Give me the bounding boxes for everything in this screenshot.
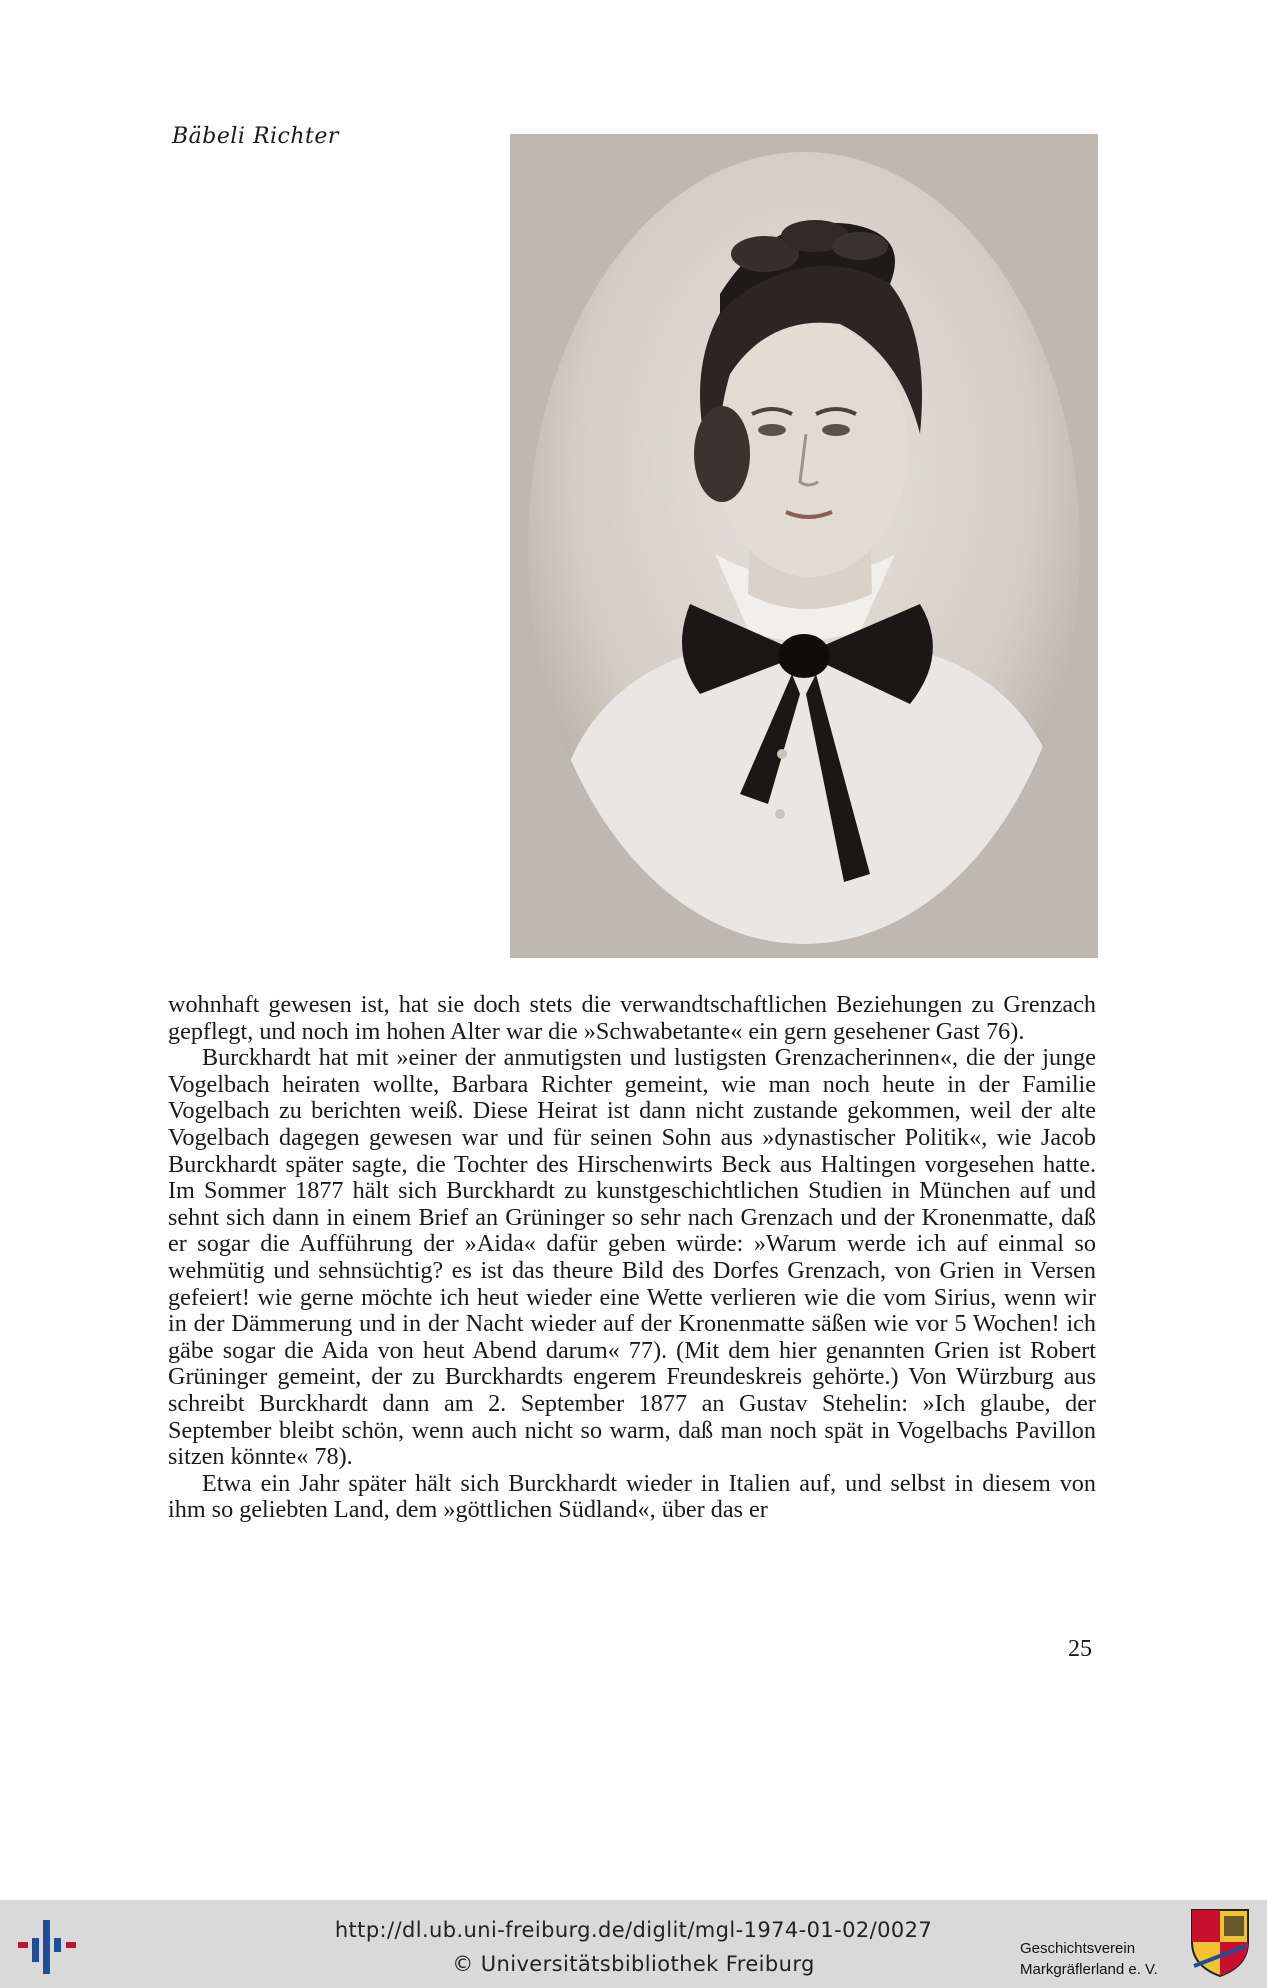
paragraph: Burckhardt hat mit »einer der anmutigsten und lustigsten Grenzacherinnen«, die der junge Vogelbach heiraten wollte, Barbara Richter gemeint, wie man noch heute in der Familie Vogelbach zu berichten weiß. Diese Heirat ist dann nicht zustande gekommen, weil der alte Vogelbach dagegen gewesen war und für seinen Sohn aus »dynastischer Politik«, wie Jacob Burckhardt später sagte, die Tochter des Hirschenwirts Beck aus Haltingen vorgesehen hatte. Im Sommer 1877 hält sich Burckhardt zu kunstgeschichtlichen Studien in München auf und sehnt sich dann in einem Brief an Grüninger so sehr nach Grenzach und der Kronenmatte, daß er sogar die Aufführung der »Aida« dafür geben würde: »Warum werde ich auf einmal so wehmütig und sehnsüchtig? es ist das theure Bild des Dorfes Grenzach, von Grien in Versen gefeiert! wie gerne möchte ich heut wieder eine Wette verlieren wie die vom Sirius, wenn wir in der Dämmerung und in der Nacht wieder auf der Kronenmatte säßen wie vor 5 Wochen! ich gäbe sogar die Aida von heut Abend darum« 77). (Mit dem hier genannten Grien ist Robert Grüninger gemeint, der zu Burckhardts engerem Freundeskreis gehörte.) Von Würzburg aus schreibt Burckhardt dann am 2. September 1877 an Gustav Stehelin: »Ich glaube, der September bleibt schön, wenn auch nicht so warm, daß man noch spät in Vogelbachs Pavillon sitzen könnte« 78). bbox=[168, 1044, 1096, 1471]
society-name bbox=[1020, 1938, 1158, 1980]
page-number: 25 bbox=[1068, 1636, 1092, 1662]
footer-copyright: © Universitätsbibliothek Freiburg bbox=[452, 1952, 815, 1976]
body-text bbox=[168, 992, 1096, 1524]
coat-of-arms-icon bbox=[1188, 1906, 1252, 1978]
paragraph: Etwa ein Jahr später hält sich Burckhardt wieder in Italien auf, und selbst in diesem von ihm so geliebten Land, dem »göttlichen Südland«, über das er bbox=[168, 1469, 1096, 1524]
paragraph: wohnhaft gewesen ist, hat sie doch stets die verwandtschaftlichen Beziehungen zu Grenzach gepflegt, und noch im hohen Alter war die »Schwabetante« ein gern gesehener Gast 76). bbox=[168, 991, 1096, 1045]
footer-url-link[interactable]: http://dl.ub.uni-freiburg.de/diglit/mgl-1974-01-02/0027 bbox=[334, 1918, 933, 1942]
figure-caption: Bäbeli Richter bbox=[172, 124, 339, 149]
portrait-photograph bbox=[510, 134, 1098, 958]
society-name-line: Markgräflerland e. V. bbox=[1020, 1961, 1158, 1978]
society-name-line: Geschichtsverein bbox=[1020, 1940, 1136, 1957]
